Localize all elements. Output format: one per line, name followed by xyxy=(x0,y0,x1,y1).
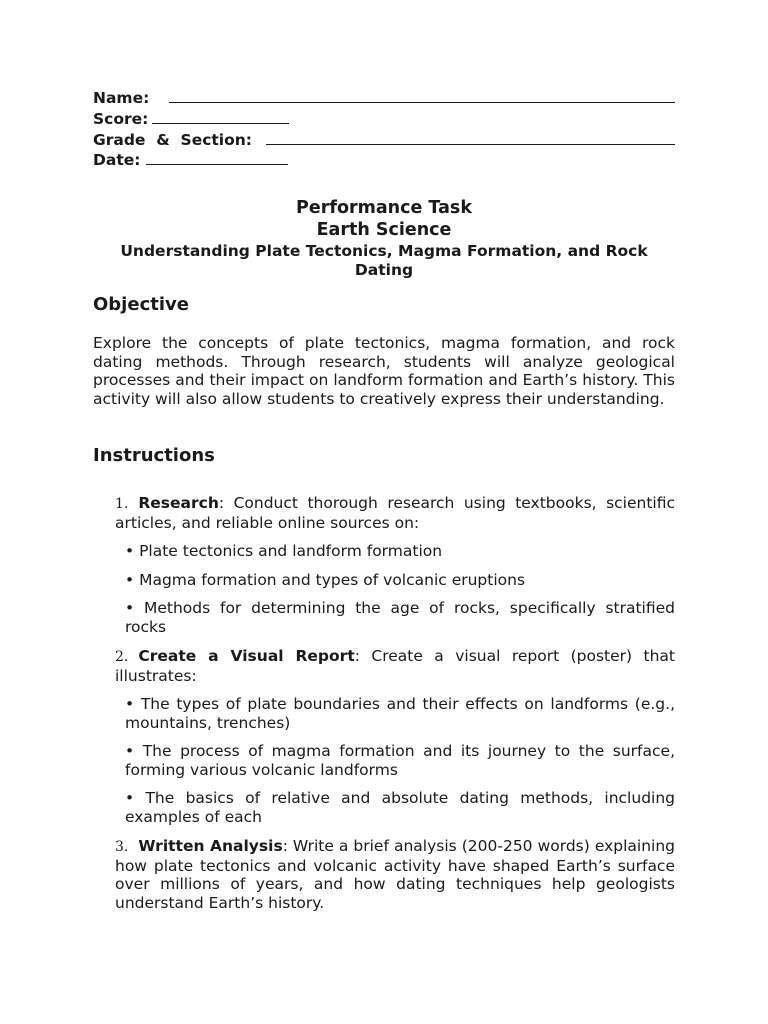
score-blank-line[interactable] xyxy=(152,108,289,124)
task-subtitle: Understanding Plate Tectonics, Magma Formation, and Rock Dating xyxy=(120,242,648,279)
step-number: 1. xyxy=(115,496,129,512)
instructions-list xyxy=(115,494,675,912)
instructions-heading: Instructions xyxy=(93,445,215,466)
student-info-fields xyxy=(93,87,675,170)
score-label: Score: xyxy=(93,109,149,128)
step-title: Create a Visual Report xyxy=(138,647,355,665)
step-text: : Write a brief analysis (200-250 words) explaining how plate tectonics and volcanic activity have shaped Earth’s surface over millions of years, and how dating techniques help geologists understand Earth’s history. xyxy=(115,837,675,912)
step-number: 3. xyxy=(115,839,129,855)
step-title: Written Analysis xyxy=(138,837,283,855)
date-label: Date: xyxy=(93,151,141,170)
score-field[interactable] xyxy=(93,108,675,129)
step-written-analysis xyxy=(115,837,675,912)
objective-paragraph: Explore the concepts of plate tectonics, magma formation, and rock dating methods. Through research, students will analyze geological processes and their impact on landform formation and Earth’s history. This activity will also allow students to creatively express their understanding. xyxy=(93,334,675,408)
bullet-item: • Methods for determining the age of rocks, specifically stratified rocks xyxy=(125,599,675,636)
step-text: : Create a visual report (poster) that illustrates: xyxy=(115,647,675,685)
step-number: 2. xyxy=(115,649,129,665)
name-field[interactable] xyxy=(93,87,675,108)
bullet-item: • The types of plate boundaries and their effects on landforms (e.g., mountains, trenches) xyxy=(125,695,675,732)
grade-section-field[interactable] xyxy=(93,129,675,150)
step-title: Research xyxy=(138,494,219,512)
document-title-block xyxy=(93,197,675,280)
bullet-item: • The process of magma formation and its journey to the surface, forming various volcanic landforms xyxy=(125,742,675,779)
step-visual-report xyxy=(115,647,675,685)
bullet-item: • Plate tectonics and landform formation xyxy=(125,542,443,560)
document-title: Performance Task xyxy=(296,198,472,218)
subject-title: Earth Science xyxy=(316,220,452,240)
bullet-item: • The basics of relative and absolute dating methods, including examples of each xyxy=(125,789,675,826)
name-label: Name: xyxy=(93,89,150,107)
step-research xyxy=(115,494,675,532)
bullet-item: • Magma formation and types of volcanic eruptions xyxy=(125,570,526,589)
date-blank-line[interactable] xyxy=(146,149,288,165)
step-text: : Conduct thorough research using textbooks, scientific articles, and reliable online sources on: xyxy=(115,494,675,532)
date-field[interactable] xyxy=(93,149,675,170)
grade-section-label: Grade & Section: xyxy=(93,130,253,149)
grade-section-blank-line[interactable] xyxy=(266,129,675,145)
name-blank-line[interactable] xyxy=(169,87,675,103)
objective-heading: Objective xyxy=(93,294,189,315)
